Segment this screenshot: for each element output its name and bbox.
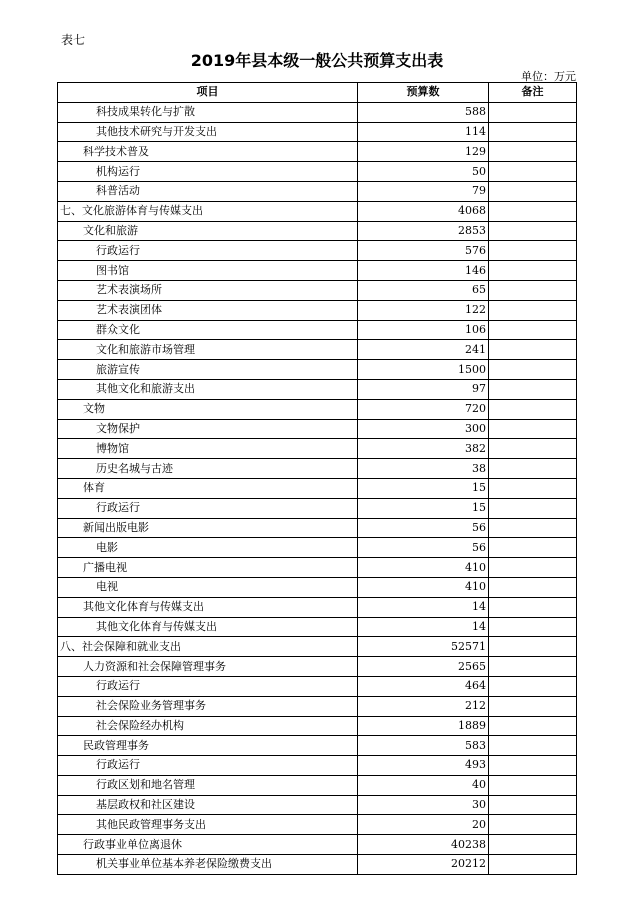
row-note (489, 379, 577, 399)
row-item-name: 电影 (58, 538, 358, 558)
table-row (58, 577, 577, 597)
row-item-name: 机关事业单位基本养老保险缴费支出 (58, 855, 358, 875)
row-note (489, 300, 577, 320)
row-budget-value: 40238 (358, 835, 489, 855)
row-budget-value: 79 (358, 181, 489, 201)
row-item-name: 其他技术研究与开发支出 (58, 122, 358, 142)
table-row (58, 736, 577, 756)
row-note (489, 815, 577, 835)
row-note (489, 340, 577, 360)
table-row (58, 657, 577, 677)
row-budget-value: 97 (358, 379, 489, 399)
row-note (489, 241, 577, 261)
table-row (58, 835, 577, 855)
row-item-name: 社会保险经办机构 (58, 716, 358, 736)
row-note (489, 775, 577, 795)
row-item-name: 机构运行 (58, 162, 358, 182)
row-item-name: 旅游宣传 (58, 360, 358, 380)
row-budget-value: 52571 (358, 637, 489, 657)
row-item-name: 其他文化体育与传媒支出 (58, 597, 358, 617)
table-row (58, 379, 577, 399)
row-budget-value: 300 (358, 419, 489, 439)
table-header-row (58, 83, 577, 103)
table-row (58, 617, 577, 637)
row-budget-value: 4068 (358, 201, 489, 221)
row-item-name: 科普活动 (58, 181, 358, 201)
row-budget-value: 129 (358, 142, 489, 162)
row-item-name: 电视 (58, 577, 358, 597)
row-item-name: 博物馆 (58, 439, 358, 459)
row-note (489, 102, 577, 122)
row-note (489, 696, 577, 716)
row-budget-value: 40 (358, 775, 489, 795)
row-note (489, 280, 577, 300)
row-item-name: 其他民政管理事务支出 (58, 815, 358, 835)
row-item-name: 社会保险业务管理事务 (58, 696, 358, 716)
row-note (489, 676, 577, 696)
table-row (58, 775, 577, 795)
table-row (58, 419, 577, 439)
row-item-name: 行政运行 (58, 676, 358, 696)
table-row (58, 676, 577, 696)
row-item-name: 科技成果转化与扩散 (58, 102, 358, 122)
row-budget-value: 30 (358, 795, 489, 815)
row-note (489, 498, 577, 518)
table-row (58, 498, 577, 518)
row-note (489, 617, 577, 637)
row-budget-value: 14 (358, 617, 489, 637)
table-row (58, 201, 577, 221)
row-item-name: 广播电视 (58, 558, 358, 578)
row-budget-value: 14 (358, 597, 489, 617)
page-title: 2019年县本级一般公共预算支出表 (190, 51, 444, 70)
row-item-name: 科学技术普及 (58, 142, 358, 162)
table-row (58, 637, 577, 657)
row-budget-value: 122 (358, 300, 489, 320)
table-row (58, 478, 577, 498)
row-budget-value: 38 (358, 459, 489, 479)
table-row (58, 439, 577, 459)
row-budget-value: 382 (358, 439, 489, 459)
table-row (58, 122, 577, 142)
table-row (58, 320, 577, 340)
table-row (58, 300, 577, 320)
row-budget-value: 20 (358, 815, 489, 835)
row-budget-value: 146 (358, 261, 489, 281)
table-row (58, 280, 577, 300)
row-budget-value: 50 (358, 162, 489, 182)
row-budget-value: 56 (358, 538, 489, 558)
header-item: 项目 (58, 83, 358, 103)
table-row (58, 261, 577, 281)
row-note (489, 399, 577, 419)
row-item-name: 其他文化和旅游支出 (58, 379, 358, 399)
table-row (58, 558, 577, 578)
row-budget-value: 114 (358, 122, 489, 142)
table-row (58, 162, 577, 182)
row-note (489, 518, 577, 538)
row-item-name: 行政事业单位离退休 (58, 835, 358, 855)
header-note: 备注 (489, 83, 577, 103)
row-budget-value: 576 (358, 241, 489, 261)
row-item-name: 其他文化体育与传媒支出 (58, 617, 358, 637)
row-item-name: 民政管理事务 (58, 736, 358, 756)
table-row (58, 815, 577, 835)
row-budget-value: 493 (358, 756, 489, 776)
table-row (58, 241, 577, 261)
row-budget-value: 20212 (358, 855, 489, 875)
row-note (489, 201, 577, 221)
table-row (58, 221, 577, 241)
row-note (489, 597, 577, 617)
row-budget-value: 212 (358, 696, 489, 716)
row-note (489, 756, 577, 776)
row-note (489, 261, 577, 281)
row-item-name: 文化和旅游市场管理 (58, 340, 358, 360)
row-budget-value: 410 (358, 558, 489, 578)
row-item-name: 人力资源和社会保障管理事务 (58, 657, 358, 677)
row-item-name: 新闻出版电影 (58, 518, 358, 538)
row-budget-value: 410 (358, 577, 489, 597)
row-item-name: 历史名城与古迹 (58, 459, 358, 479)
row-budget-value: 106 (358, 320, 489, 340)
row-note (489, 360, 577, 380)
row-note (489, 162, 577, 182)
row-item-name: 文化和旅游 (58, 221, 358, 241)
table-body (58, 102, 577, 874)
row-budget-value: 241 (358, 340, 489, 360)
row-note (489, 716, 577, 736)
row-item-name: 七、文化旅游体育与传媒支出 (58, 201, 358, 221)
row-item-name: 行政运行 (58, 756, 358, 776)
row-budget-value: 1500 (358, 360, 489, 380)
row-note (489, 795, 577, 815)
row-budget-value: 588 (358, 102, 489, 122)
row-note (489, 419, 577, 439)
row-note (489, 181, 577, 201)
row-note (489, 439, 577, 459)
row-item-name: 图书馆 (58, 261, 358, 281)
table-row (58, 142, 577, 162)
row-note (489, 835, 577, 855)
table-row (58, 597, 577, 617)
row-budget-value: 720 (358, 399, 489, 419)
row-note (489, 459, 577, 479)
row-item-name: 艺术表演团体 (58, 300, 358, 320)
budget-table (57, 82, 577, 875)
row-item-name: 行政运行 (58, 498, 358, 518)
row-item-name: 体育 (58, 478, 358, 498)
row-budget-value: 65 (358, 280, 489, 300)
row-item-name: 文物保护 (58, 419, 358, 439)
row-note (489, 736, 577, 756)
table-row (58, 360, 577, 380)
table-row (58, 696, 577, 716)
table-row (58, 538, 577, 558)
row-item-name: 八、社会保障和就业支出 (58, 637, 358, 657)
row-note (489, 855, 577, 875)
row-item-name: 行政区划和地名管理 (58, 775, 358, 795)
row-budget-value: 464 (358, 676, 489, 696)
table-row (58, 459, 577, 479)
row-note (489, 538, 577, 558)
row-item-name: 行政运行 (58, 241, 358, 261)
row-note (489, 221, 577, 241)
row-item-name: 艺术表演场所 (58, 280, 358, 300)
row-note (489, 320, 577, 340)
table-row (58, 518, 577, 538)
table-label: 表七 (61, 33, 86, 47)
row-item-name: 文物 (58, 399, 358, 419)
table-row (58, 399, 577, 419)
row-note (489, 637, 577, 657)
unit-label: 单位：万元 (521, 70, 576, 83)
row-budget-value: 2565 (358, 657, 489, 677)
row-note (489, 142, 577, 162)
table-row (58, 102, 577, 122)
row-budget-value: 15 (358, 478, 489, 498)
table-row (58, 340, 577, 360)
row-note (489, 558, 577, 578)
table-row (58, 795, 577, 815)
row-note (489, 122, 577, 142)
row-budget-value: 2853 (358, 221, 489, 241)
row-item-name: 群众文化 (58, 320, 358, 340)
table-row (58, 716, 577, 736)
row-budget-value: 15 (358, 498, 489, 518)
row-note (489, 478, 577, 498)
row-note (489, 577, 577, 597)
table-row (58, 855, 577, 875)
row-item-name: 基层政权和社区建设 (58, 795, 358, 815)
row-budget-value: 1889 (358, 716, 489, 736)
row-note (489, 657, 577, 677)
header-budget: 预算数 (358, 83, 489, 103)
table-row (58, 756, 577, 776)
table-row (58, 181, 577, 201)
row-budget-value: 56 (358, 518, 489, 538)
row-budget-value: 583 (358, 736, 489, 756)
